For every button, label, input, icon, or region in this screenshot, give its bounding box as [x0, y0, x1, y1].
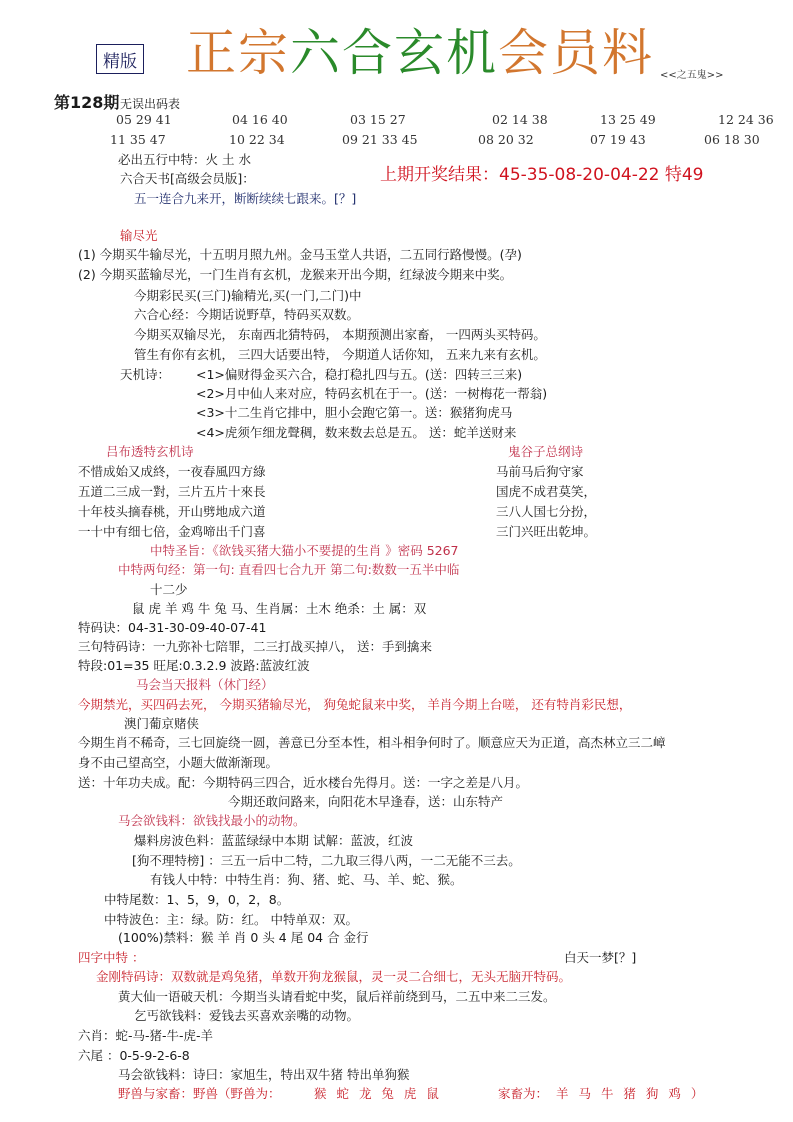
poem-right-line: 三八人国七分扮，: [496, 504, 597, 519]
tianshu-label: 六合天书[高级会员版]：: [120, 171, 255, 186]
text-line: (1) 今期买牛输尽光，十五明月照九州。金马玉堂人共语，二五同行路慢慢。(孕): [78, 247, 522, 262]
mahui-shi: 马会欲钱料：诗曰：家旭生，特出双牛猪 特出单狗猴: [118, 1067, 410, 1082]
tianji-item: <2>月中仙人来对应，特码玄机在于一。(送：一树梅花一帮翁): [196, 386, 548, 401]
poem-left-line: 一十中有细七倍，金鸡啼出千门喜: [78, 524, 266, 539]
para-line: 今期还敢问路来，向阳花木早逢春，送：山东特产: [228, 794, 504, 809]
title-part-1: 正宗: [186, 24, 290, 82]
edition-badge: 精版: [96, 44, 144, 74]
tianji-item: <1>偏财得金买六合，稳打稳扎四与五。(送：四转三三来): [196, 367, 523, 382]
para-line: 送：十年功夫成。配：今期特码三四合，近水楼台先得月。送：一字之差是八月。: [78, 775, 529, 790]
five-elements: 必出五行中特：火 土 水: [118, 152, 251, 167]
poem-left-line: 不惜成始又成終，一夜春風四方綠: [78, 464, 266, 479]
number-cell: 07 19 43: [590, 132, 646, 147]
mahui-yuqian: 马会欲钱料：欲钱找最小的动物。: [118, 813, 306, 828]
sizi-value: 白天一梦[？]: [564, 950, 637, 965]
poem-right-line: 国虎不成君莫笑，: [496, 484, 597, 499]
yeshou-domestic-label: 家畜为：: [498, 1086, 549, 1101]
weishu: 中特尾数：1、5，9，0，2，8。: [104, 892, 290, 907]
poem-left-line: 五道二三成一對，三片五片十來長: [78, 484, 266, 499]
shengzhi: 中特圣旨：《欲钱买猪大猫小不要提的生肖 》密码 5267: [150, 543, 459, 558]
two-lines: 中特两句经：第一句: 直看四七合九开 第二句:数数一五半中临: [118, 562, 460, 577]
goubuli: [狗不理特榜] ：三五一后中二特，二九取三得八两，一二无能不三去。: [132, 853, 521, 868]
poem-right-title: 鬼谷子总纲诗: [508, 444, 584, 459]
tianji-label: 天机诗：: [120, 367, 171, 382]
number-cell: 02 14 38: [492, 112, 548, 127]
qigai: 乞丐欲钱料：爱钱去买喜欢亲嘴的动物。: [134, 1008, 360, 1023]
title-part-2: 六合玄机: [290, 24, 498, 82]
san-ju: 三句特码诗：一九弥补七陪罪，二三打战买掉八， 送：手到擒来: [78, 639, 432, 654]
baoliao: 爆料房波色料：蓝蓝绿绿中本期 试解：蓝波，红波: [134, 833, 413, 848]
liuxiao: 六肖：蛇-马-猪-牛-虎-羊: [78, 1028, 214, 1043]
sizi-label: 四字中特 ：: [78, 950, 145, 965]
para-line: 身不由己望高空，小题大做渐渐现。: [78, 755, 279, 770]
poem-right-line: 马前马后狗守家: [496, 464, 584, 479]
yeshou-wild: 猴 蛇 龙 兔 虎 鼠: [314, 1086, 442, 1101]
section-title-shuyuguang: 输尽光: [120, 228, 158, 243]
tianji-item: <3>十二生肖它排中，胆小会跑它第一。送：猴猪狗虎马: [196, 405, 513, 420]
para-line: 今期生肖不稀奇，三七回旋绕一圆，善意已分至本性，相斗相争何时了。顺意应天为正道，高杰林立三二嶂: [78, 735, 666, 750]
te-duan: 特段:01=35 旺尾:0.3.2.9 波路:蓝波红波: [78, 658, 310, 673]
number-cell: 13 25 49: [600, 112, 656, 127]
youqianren: 有钱人中特：中特生肖：狗、猪、蛇、马、羊、蛇、猴。: [150, 872, 463, 887]
tianshu-text: 五一连合九来开，断断续续七跟来。[？]: [134, 191, 357, 206]
bose: 中特波色：主：绿。防：红。 中特单双：双。: [104, 912, 358, 927]
number-cell: 04 16 40: [232, 112, 288, 127]
number-cell: 11 35 47: [110, 132, 166, 147]
issue-subtitle: 无误出码表: [120, 97, 181, 111]
mahui-title: 马会当天报料（休门经）: [136, 677, 274, 692]
poem-left-title: 吕布透特玄机诗: [106, 444, 194, 459]
last-result: 上期开奖结果：45-35-08-20-04-22 特49: [380, 165, 704, 185]
number-cell: 09 21 33 45: [342, 132, 418, 147]
jinliao: (100%)禁料：猴 羊 肖 0 头 4 尾 04 合 金行: [118, 930, 369, 945]
issue-number: 第128期: [54, 93, 120, 112]
number-cell: 10 22 34: [229, 132, 285, 147]
shi-er-shao: 十二少: [150, 582, 188, 597]
yeshou-label: 野兽与家畜：野兽（野兽为：: [118, 1086, 281, 1101]
tianji-item: <4>虎须乍细龙聲稠，数来数去总是五。 送：蛇羊送财来: [196, 425, 517, 440]
poem-left-line: 十年枝头摘春桃，开山劈地成六道: [78, 504, 266, 519]
tema-jue: 特码诀：04-31-30-09-40-07-41: [78, 620, 267, 635]
poem-right-line: 三门兴旺出乾坤。: [496, 524, 597, 539]
text-line: 管生有你有玄机， 三四大话要出特， 今期道人话你知， 五来九来有玄机。: [134, 347, 546, 362]
page-title: [186, 24, 654, 82]
number-cell: 08 20 32: [478, 132, 534, 147]
title-part-3: 会员料: [498, 24, 654, 82]
subtitle: <<之五鬼>>: [660, 70, 724, 81]
jingang: 金刚特码诗：双数就是鸡兔猪，单数开狗龙猴鼠，灵一灵二合细七，无头无脑开特码。: [96, 969, 572, 984]
text-line: 今期买双输尽光， 东南西北猜特码， 本期预测出家畜， 一四两头买特码。: [134, 327, 546, 342]
yeshou-domestic: 羊 马 牛 猪 狗 鸡 ）: [556, 1086, 707, 1101]
text-line: 今期彩民买(三门)输精光,买(一门,二门)中: [134, 288, 362, 303]
huangdaxian: 黄大仙一语破天机：今期当头请看蛇中奖，鼠后祥前绕到马，二五中来二三发。: [118, 989, 556, 1004]
mahui-text: 今期禁光，买四码去死， 今期买猪输尽光， 狗兔蛇鼠来中奖， 羊肖今期上台嗟， 还有特肖彩民想，: [78, 697, 632, 712]
number-cell: 12 24 36: [718, 112, 774, 127]
number-cell: 05 29 41: [116, 112, 172, 127]
text-line: 六合心经：今期话说野草，特码买双数。: [134, 307, 360, 322]
aomen-title: 澳门葡京赌侠: [124, 716, 200, 731]
liuwei: 六尾 ：0-5-9-2-6-8: [78, 1048, 190, 1063]
number-cell: 06 18 30: [704, 132, 760, 147]
text-line: (2) 今期买蓝输尽光，一门生肖有玄机，龙猴来开出今期，红绿波今期来中奖。: [78, 267, 513, 282]
number-cell: 03 15 27: [350, 112, 406, 127]
zodiac-line: 鼠 虎 羊 鸡 牛 兔 马、生肖属：土木 绝杀：土 属：双: [132, 601, 427, 616]
